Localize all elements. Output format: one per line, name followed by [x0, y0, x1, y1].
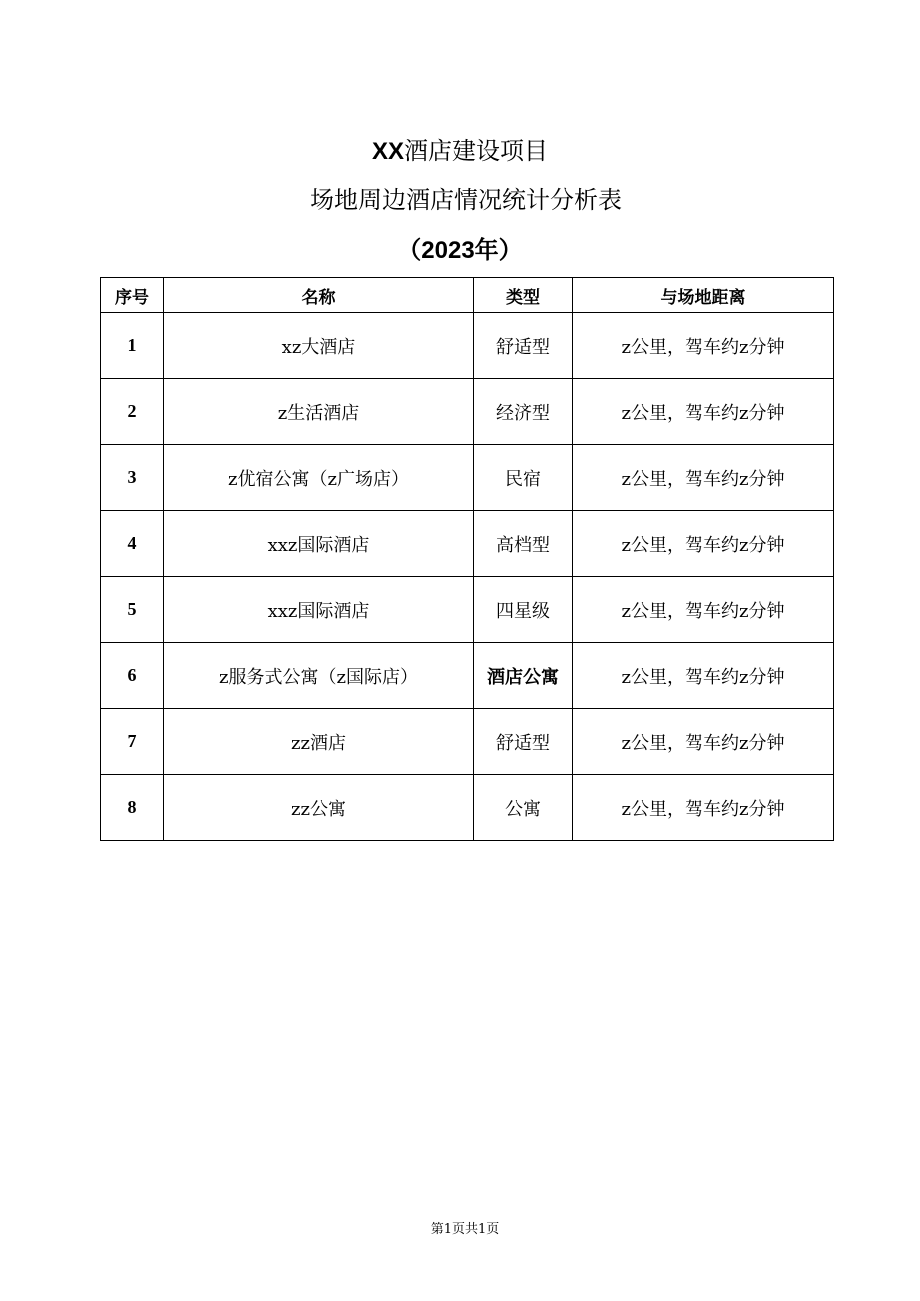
row-hotel-name: zz公寓: [164, 775, 474, 841]
table-row: [101, 445, 834, 511]
document-subtitle: 场地周边酒店情况统计分析表: [310, 186, 622, 214]
row-distance: z公里，驾车约z分钟: [573, 511, 834, 577]
row-seq: 3: [101, 445, 164, 511]
row-seq: 7: [101, 709, 164, 775]
row-seq: 5: [101, 577, 164, 643]
row-hotel-name: z服务式公寓（z国际店）: [164, 643, 474, 709]
document-year: （2023年）: [397, 237, 523, 264]
header-distance: 与场地距离: [573, 278, 834, 313]
row-seq: 4: [101, 511, 164, 577]
row-hotel-type: 舒适型: [474, 313, 573, 379]
header-type: 类型: [474, 278, 573, 313]
row-hotel-name: xz大酒店: [164, 313, 474, 379]
table-row: [101, 577, 834, 643]
document-title: [0, 135, 920, 168]
row-distance: z公里，驾车约z分钟: [573, 643, 834, 709]
row-hotel-name: xxz国际酒店: [164, 577, 474, 643]
row-distance: z公里，驾车约z分钟: [573, 709, 834, 775]
table-row: [101, 313, 834, 379]
row-seq: 6: [101, 643, 164, 709]
table-row: [101, 379, 834, 445]
row-hotel-type: 经济型: [474, 379, 573, 445]
table-row: [101, 511, 834, 577]
row-distance: z公里，驾车约z分钟: [573, 379, 834, 445]
header-seq: 序号: [101, 278, 164, 313]
row-hotel-type: 四星级: [474, 577, 573, 643]
row-seq: 1: [101, 313, 164, 379]
row-hotel-type: 公寓: [474, 775, 573, 841]
table-header-row: [101, 278, 834, 313]
row-distance: z公里，驾车约z分钟: [573, 775, 834, 841]
row-hotel-type: 民宿: [474, 445, 573, 511]
table-row: [101, 643, 834, 709]
header-name: 名称: [164, 278, 474, 313]
row-distance: z公里，驾车约z分钟: [573, 313, 834, 379]
row-hotel-name: z生活酒店: [164, 379, 474, 445]
row-distance: z公里，驾车约z分钟: [573, 577, 834, 643]
table-row: [101, 775, 834, 841]
row-hotel-type: 酒店公寓: [474, 643, 573, 709]
page-number-footer: 第1页共1页: [430, 1222, 500, 1237]
table-row: [101, 709, 834, 775]
row-distance: z公里，驾车约z分钟: [573, 445, 834, 511]
title-project-code: XX: [371, 138, 404, 165]
row-seq: 2: [101, 379, 164, 445]
row-hotel-name: xxz国际酒店: [164, 511, 474, 577]
hotel-stats-table: [100, 277, 834, 841]
row-hotel-name: zz酒店: [164, 709, 474, 775]
title-project-name: 酒店建设项目: [404, 137, 548, 165]
row-hotel-type: 舒适型: [474, 709, 573, 775]
row-seq: 8: [101, 775, 164, 841]
row-hotel-name: z优宿公寓（z广场店）: [164, 445, 474, 511]
row-hotel-type: 高档型: [474, 511, 573, 577]
